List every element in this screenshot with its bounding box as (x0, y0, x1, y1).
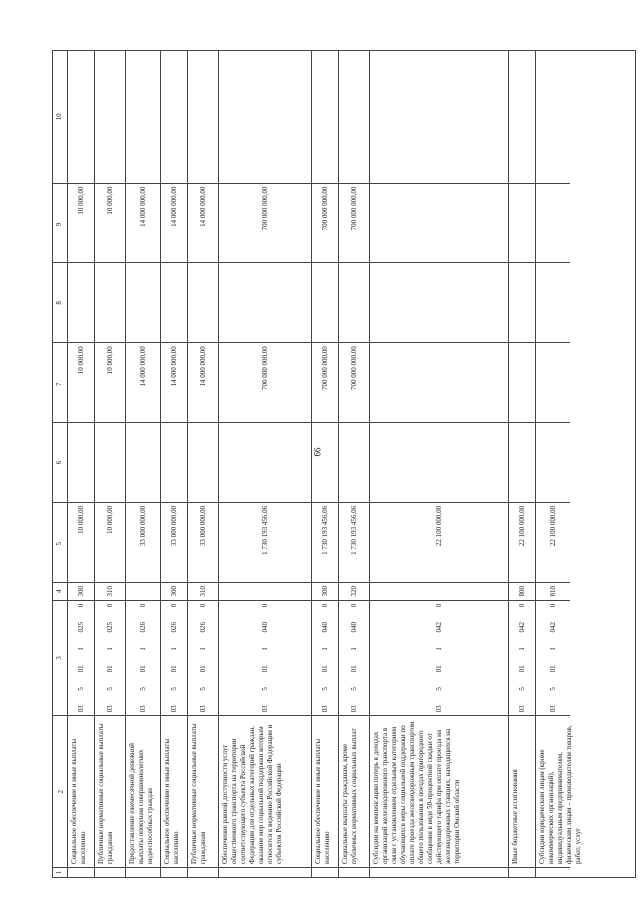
code-part: 1 (105, 647, 114, 651)
code-part: 042 (434, 621, 443, 633)
code-part: 0 (349, 603, 358, 608)
row-col-1 (68, 867, 94, 877)
row-amount-col8 (509, 262, 535, 342)
row-amount-col9: 700 000 000,00 (339, 183, 369, 263)
code-group (435, 601, 444, 716)
row-codes (68, 600, 94, 716)
row-amount-col10 (161, 51, 187, 183)
code-part: 025 (76, 621, 85, 633)
row-expense-type (370, 582, 508, 600)
row-amount-col10 (219, 51, 311, 183)
row-amount-col9 (509, 183, 535, 263)
header-col-8: 8 (53, 262, 67, 342)
table-row (95, 51, 126, 877)
row-amount-col5: 33 000 000,00 (126, 502, 160, 582)
code-part: 0 (105, 603, 114, 608)
row-col-1 (161, 867, 187, 877)
row-codes (536, 600, 570, 716)
row-amount-col5: 33 000 000,00 (188, 502, 218, 582)
table-row (509, 51, 536, 877)
code-part: 03 (260, 705, 269, 713)
row-amount-col9 (536, 183, 570, 263)
row-col-1 (536, 867, 570, 877)
row-codes (161, 600, 187, 716)
code-part: 01 (198, 665, 207, 673)
code-part: 1 (76, 647, 85, 651)
code-part: 03 (548, 705, 557, 713)
row-amount-col7 (370, 342, 508, 422)
row-amount-col9: 14 000 000,00 (161, 183, 187, 263)
code-part: 03 (198, 705, 207, 713)
row-amount-col7: 700 000 000,00 (339, 342, 369, 422)
code-part: 5 (517, 687, 526, 691)
row-col-1 (95, 867, 125, 877)
code-part: 03 (138, 705, 147, 713)
code-part: 0 (76, 603, 85, 608)
row-expense-type: 310 (188, 582, 218, 600)
row-amount-col6 (161, 422, 187, 502)
row-codes (219, 600, 311, 716)
code-part: 5 (260, 687, 269, 691)
header-col-3: 3 (53, 600, 67, 716)
code-part: 0 (169, 603, 178, 608)
code-part: 5 (169, 687, 178, 691)
code-part: 1 (320, 647, 329, 651)
row-col-1 (370, 867, 508, 877)
table-row (219, 51, 312, 877)
row-amount-col9 (370, 183, 508, 263)
table-header-row (53, 51, 68, 877)
code-group (139, 601, 148, 716)
row-amount-col10 (339, 51, 369, 183)
row-amount-col8 (339, 262, 369, 342)
row-amount-col5: 22 100 000,00 (370, 502, 508, 582)
table-row (312, 51, 339, 877)
code-part: 5 (138, 687, 147, 691)
row-expense-type: 300 (161, 582, 187, 600)
code-part: 5 (105, 687, 114, 691)
row-amount-col6 (536, 422, 570, 502)
row-amount-col7: 10 000,00 (95, 342, 125, 422)
row-amount-col6 (219, 422, 311, 502)
row-amount-col7: 700 000 000,00 (312, 342, 338, 422)
row-amount-col9: 14 000 000,00 (126, 183, 160, 263)
code-part: 042 (548, 621, 557, 633)
row-codes (188, 600, 218, 716)
code-part: 026 (138, 621, 147, 633)
table-row (370, 51, 509, 877)
code-part: 0 (138, 603, 147, 608)
row-col-1 (188, 867, 218, 877)
table-row (126, 51, 161, 877)
row-amount-col9: 10 000,00 (95, 183, 125, 263)
header-col-10: 10 (55, 113, 63, 121)
code-group (321, 601, 330, 716)
code-part: 025 (105, 621, 114, 633)
code-part: 1 (548, 647, 557, 651)
row-amount-col6 (188, 422, 218, 502)
row-amount-col6 (370, 422, 508, 502)
row-amount-col6 (339, 422, 369, 502)
code-part: 0 (434, 603, 443, 608)
code-part: 01 (517, 665, 526, 673)
row-col-1 (219, 867, 311, 877)
row-amount-col10 (370, 51, 508, 183)
header-col-5: 5 (53, 502, 67, 582)
code-group (549, 601, 558, 716)
code-part: 1 (434, 647, 443, 651)
row-col-1 (312, 867, 338, 877)
code-group (77, 601, 86, 716)
row-amount-col10 (312, 51, 338, 183)
code-part: 5 (198, 687, 207, 691)
row-amount-col7: 14 000 000,00 (161, 342, 187, 422)
code-part: 1 (169, 647, 178, 651)
code-part: 01 (349, 665, 358, 673)
row-amount-col8 (219, 262, 311, 342)
code-part: 03 (169, 705, 178, 713)
budget-table (52, 50, 636, 878)
code-part: 0 (198, 603, 207, 608)
row-name: Иные бюджетные ассигнования (509, 715, 535, 867)
table-body (68, 51, 582, 877)
row-amount-col8 (95, 262, 125, 342)
row-codes (370, 600, 508, 716)
row-name: Субсидии на компенсацию потерь в доходах организаций железнодорожного транспорта в связи с установлением отдельным категориям обучающихся меры социальной поддержки по оплате проезда железнодорожным транспортом общего пользования в поездах пригородного сообщения в виде 50-процентной скидки от действующего тарифа при оплате проезда на железнодорожных станциях, находящихся на территории Омской области (370, 715, 508, 867)
row-amount-col8 (188, 262, 218, 342)
code-part: 040 (320, 621, 329, 633)
header-col-1: 1 (53, 867, 67, 877)
row-expense-type: 300 (68, 582, 94, 600)
code-part: 5 (548, 687, 557, 691)
code-group (199, 601, 208, 716)
code-part: 1 (349, 647, 358, 651)
code-part: 01 (105, 665, 114, 673)
row-name: Социальное обеспечение и иные выплаты населению (68, 715, 94, 867)
row-amount-col10 (126, 51, 160, 183)
row-amount-col7 (509, 342, 535, 422)
row-name: Субсидии юридическим лицам (кроме некоммерческих организаций), индивидуальным предпринимателям, физическим лицам – производителям товаров, работ, услуг (536, 715, 570, 867)
page-number: 66 (312, 447, 323, 457)
header-col-6: 6 (53, 422, 67, 502)
row-amount-col9: 14 000 000,00 (188, 183, 218, 263)
code-part: 03 (320, 705, 329, 713)
table-row (188, 51, 219, 877)
code-part: 01 (320, 665, 329, 673)
table-row (161, 51, 188, 877)
row-col-1 (339, 867, 369, 877)
code-part: 5 (76, 687, 85, 691)
code-part: 5 (320, 687, 329, 691)
header-col-7: 7 (53, 342, 67, 422)
row-name: Обеспечение равной доступности услуг общественного транспорта на территории соответствующего субъекта Российской Федерации для отдельных категорий граждан, оказание мер социальной поддержки которым относится к ведению Российской Федерации и субъектов Российской Федерации (219, 715, 311, 867)
code-part: 1 (138, 647, 147, 651)
row-amount-col7: 14 000 000,00 (126, 342, 160, 422)
row-amount-col8 (370, 262, 508, 342)
code-part: 1 (517, 647, 526, 651)
code-part: 03 (517, 705, 526, 713)
row-amount-col5: 22 100 000,00 (509, 502, 535, 582)
row-expense-type (126, 582, 160, 600)
row-name: Социальные выплаты гражданам, кроме публичных нормативных социальных выплат (339, 715, 369, 867)
code-group (261, 601, 270, 716)
code-group (106, 601, 115, 716)
row-amount-col9: 10 000,00 (68, 183, 94, 263)
row-amount-col8 (68, 262, 94, 342)
row-amount-col6 (312, 422, 338, 502)
table-row (339, 51, 370, 877)
code-part: 1 (198, 647, 207, 651)
row-expense-type (219, 582, 311, 600)
code-part: 0 (548, 603, 557, 608)
code-group (518, 601, 527, 716)
code-part: 040 (349, 621, 358, 633)
code-part: 01 (169, 665, 178, 673)
row-codes (339, 600, 369, 716)
row-amount-col8 (161, 262, 187, 342)
row-amount-col5: 1 730 193 456,06 (219, 502, 311, 582)
row-amount-col9: 700 000 000,00 (312, 183, 338, 263)
row-codes (126, 600, 160, 716)
code-part: 040 (260, 621, 269, 633)
code-part: 01 (548, 665, 557, 673)
code-part: 01 (76, 665, 85, 673)
code-part: 5 (349, 687, 358, 691)
row-amount-col5: 33 000 000,00 (161, 502, 187, 582)
row-amount-col5: 1 730 193 456,06 (312, 502, 338, 582)
header-col-4: 4 (53, 582, 67, 600)
table-row (68, 51, 95, 877)
header-col-2: 2 (53, 715, 67, 867)
row-expense-type: 300 (312, 582, 338, 600)
row-codes (312, 600, 338, 716)
row-codes (95, 600, 125, 716)
row-amount-col8 (312, 262, 338, 342)
code-part: 01 (260, 665, 269, 673)
code-part: 026 (169, 621, 178, 633)
code-part: 0 (517, 603, 526, 608)
row-amount-col5: 1 730 193 456,06 (339, 502, 369, 582)
row-amount-col8 (536, 262, 570, 342)
row-expense-type: 800 (509, 582, 535, 600)
row-amount-col9: 700 000 000,00 (219, 183, 311, 263)
row-amount-col10 (95, 51, 125, 183)
row-name: Социальное обеспечение и иные выплаты населению (161, 715, 187, 867)
row-amount-col10 (536, 51, 570, 183)
header-col-9: 9 (53, 183, 67, 263)
row-codes (509, 600, 535, 716)
row-name: Публичные нормативные социальные выплаты гражданам (95, 715, 125, 867)
code-part: 0 (320, 603, 329, 608)
row-name: Социальное обеспечение и иные выплаты населению (312, 715, 338, 867)
row-amount-col7: 700 000 000,00 (219, 342, 311, 422)
row-name: Публичные нормативные социальные выплаты гражданам (188, 715, 218, 867)
code-part: 03 (434, 705, 443, 713)
row-amount-col7 (536, 342, 570, 422)
row-amount-col5: 10 000,00 (95, 502, 125, 582)
code-part: 03 (105, 705, 114, 713)
code-group (170, 601, 179, 716)
row-amount-col10 (509, 51, 535, 183)
row-amount-col7: 14 000 000,00 (188, 342, 218, 422)
row-amount-col10 (68, 51, 94, 183)
code-part: 5 (434, 687, 443, 691)
code-part: 1 (260, 647, 269, 651)
row-expense-type: 310 (95, 582, 125, 600)
row-amount-col8 (126, 262, 160, 342)
code-part: 03 (349, 705, 358, 713)
table-row (536, 51, 582, 877)
row-expense-type: 810 (536, 582, 570, 600)
row-amount-col6 (509, 422, 535, 502)
code-part: 0 (260, 603, 269, 608)
row-col-1 (126, 867, 160, 877)
row-amount-col6 (95, 422, 125, 502)
code-part: 042 (517, 621, 526, 633)
row-amount-col5: 22 100 000,00 (536, 502, 570, 582)
row-amount-col6 (68, 422, 94, 502)
row-amount-col7: 10 000,00 (68, 342, 94, 422)
code-part: 03 (76, 705, 85, 713)
code-part: 026 (198, 621, 207, 633)
row-amount-col5: 10 000,00 (68, 502, 94, 582)
row-amount-col6 (126, 422, 160, 502)
code-part: 01 (434, 665, 443, 673)
row-col-1 (509, 867, 535, 877)
row-expense-type: 320 (339, 582, 369, 600)
row-amount-col10 (188, 51, 218, 183)
code-part: 01 (138, 665, 147, 673)
row-name: Предоставление ежемесячной денежной выплаты опекунам совершеннолетних недееспособных граждан (126, 715, 160, 867)
code-group (350, 601, 359, 716)
